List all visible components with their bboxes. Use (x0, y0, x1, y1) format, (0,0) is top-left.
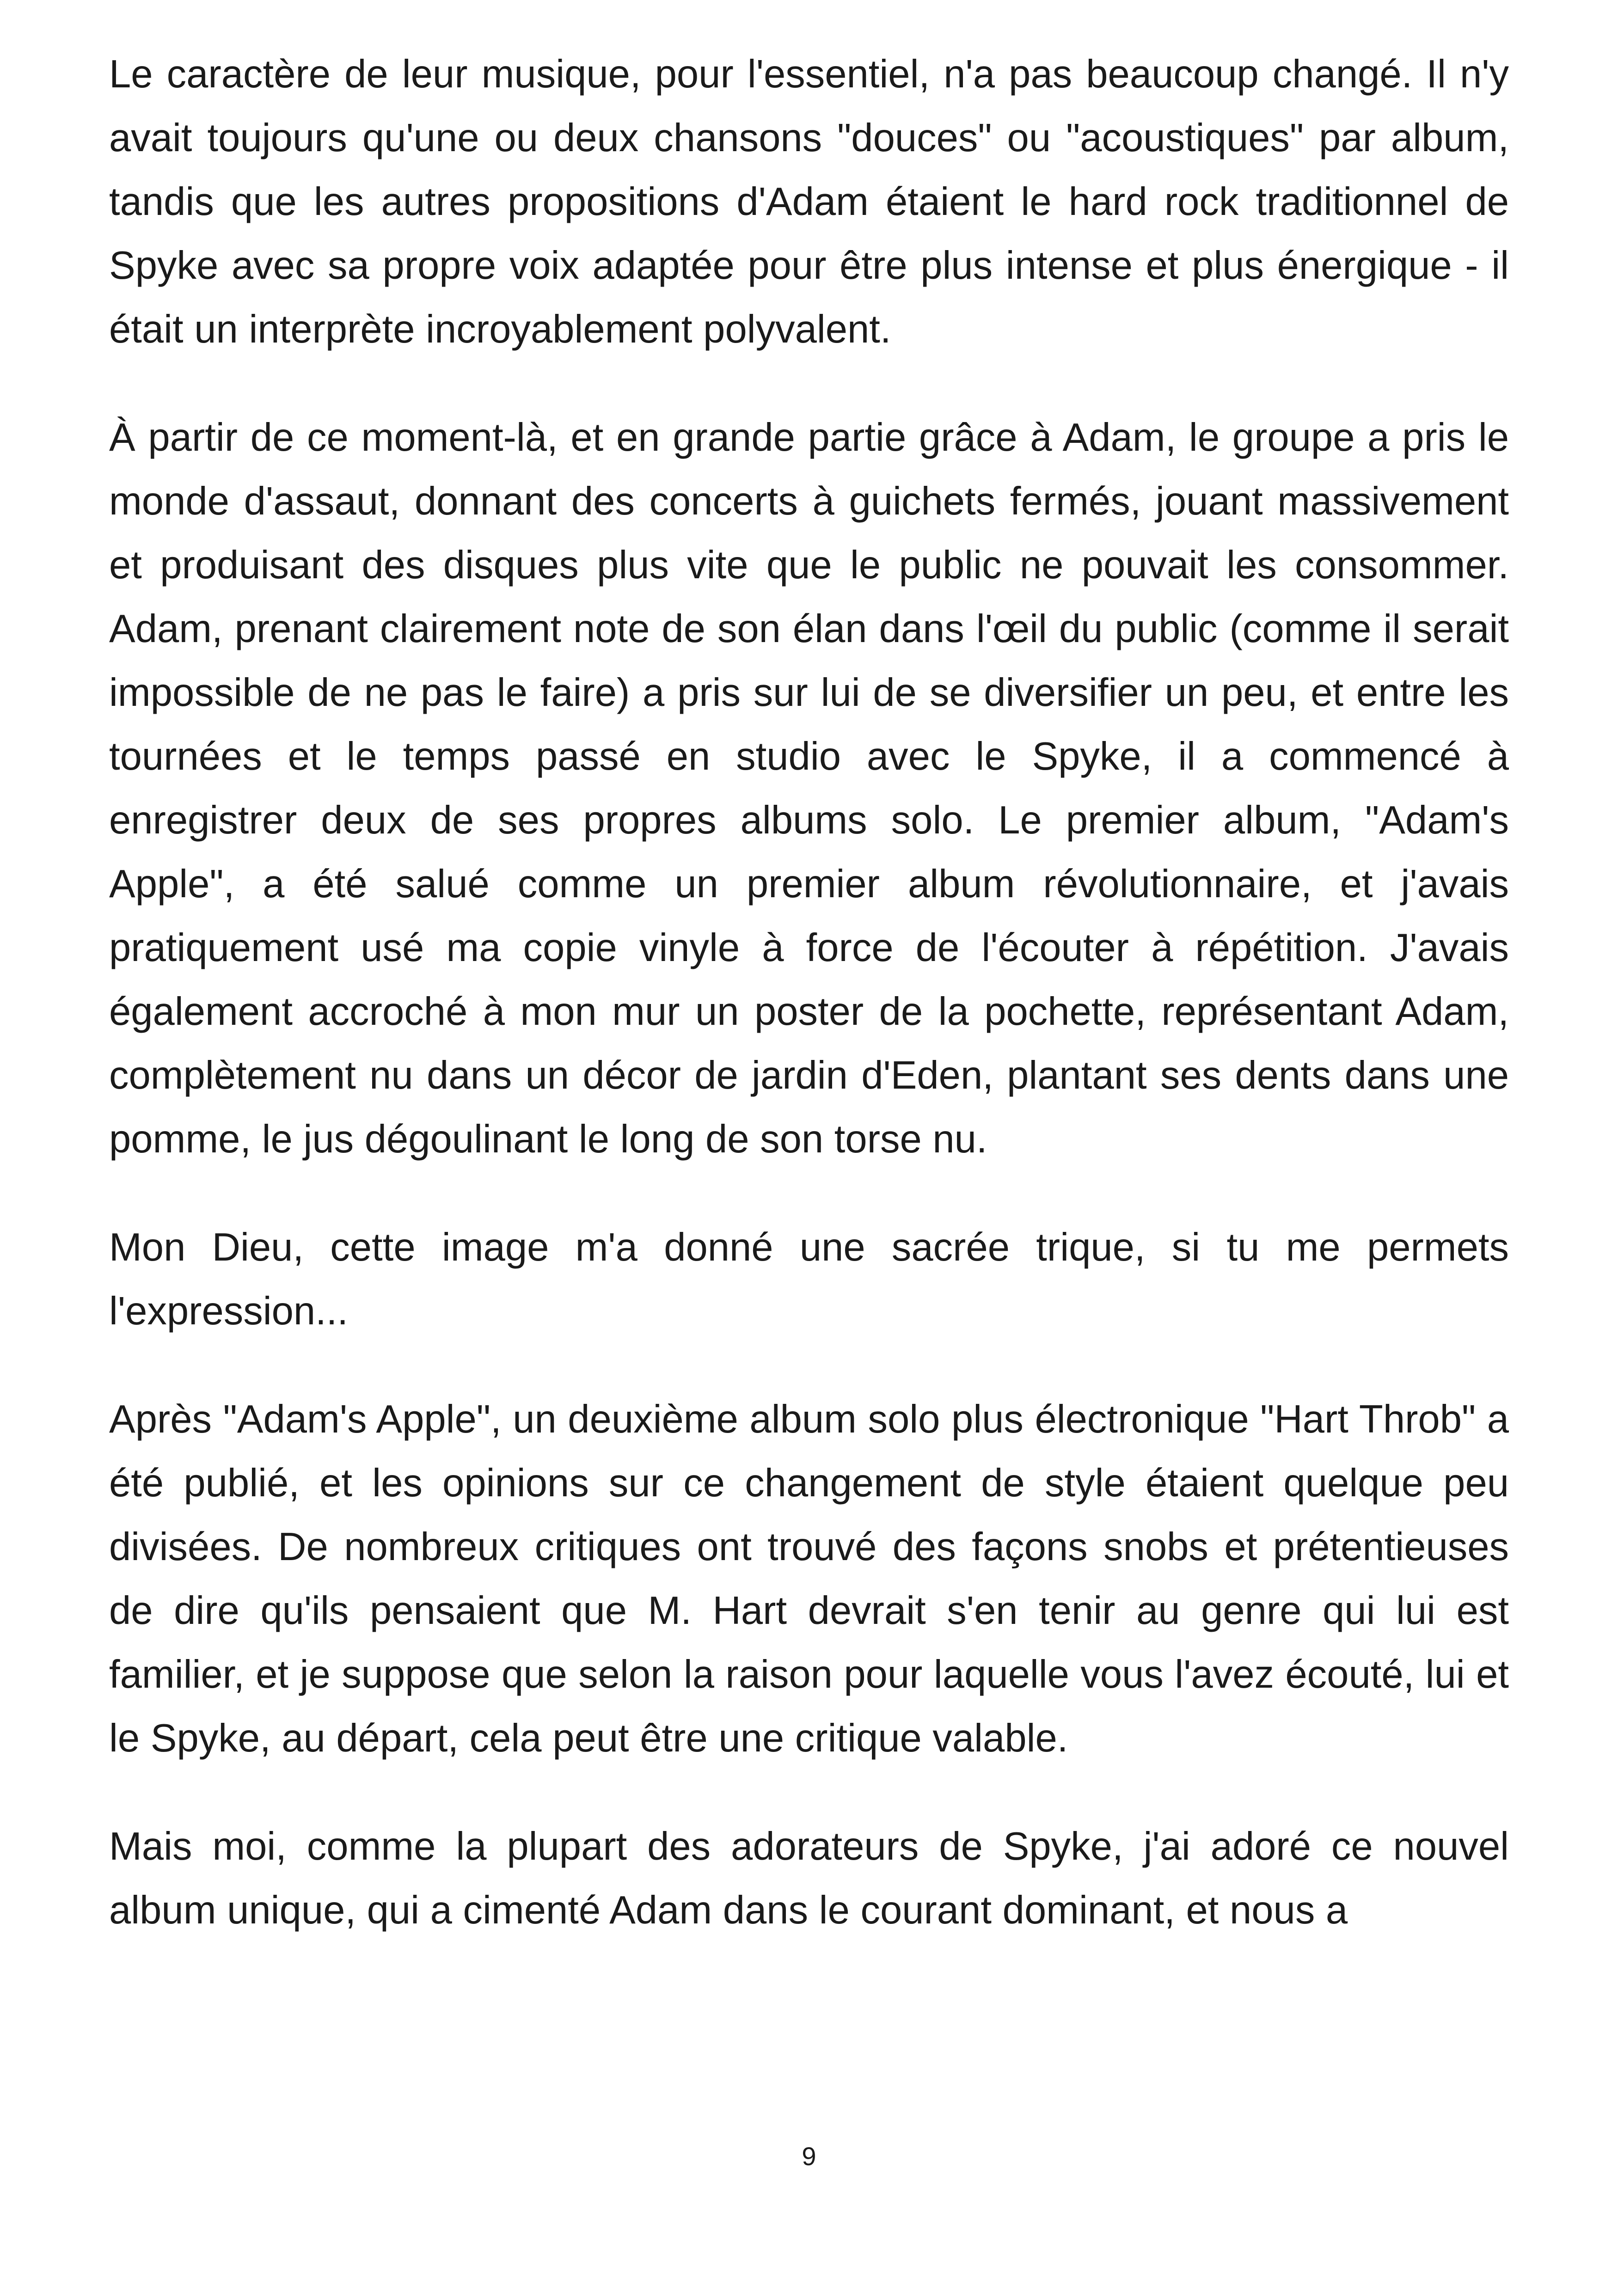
paragraph: Après "Adam's Apple", un deuxième album solo plus électronique "Hart Throb" a été publié, et les opinions sur ce changement de style étaient quelque peu divisées. De nombreux critiques ont trouvé des façons snobs et prétentieuses de dire qu'ils pensaient que M. Hart devrait s'en tenir au genre qui lui est familier, et je suppose que selon la raison pour laquelle vous l'avez écouté, lui et le Spyke, au départ, cela peut être une critique valable. (109, 1397, 1509, 1760)
paragraph: À partir de ce moment-là, et en grande partie grâce à Adam, le groupe a pris le monde d'assaut, donnant des concerts à guichets fermés, jouant massivement et produisant des disques plus vite que le public ne pouvait les consommer. Adam, prenant clairement note de son élan dans l'œil du public (comme il serait impossible de ne pas le faire) a pris sur lui de se diversifier un peu, et entre les tournées et le temps passé en studio avec le Spyke, il a commencé à enregistrer deux de ses propres albums solo. Le premier album, "Adam's Apple", a été salué comme un premier album révolutionnaire, et j'avais pratiquement usé ma copie vinyle à force de l'écouter à répétition. J'avais également accroché à mon mur un poster de la pochette, représentant Adam, complètement nu dans un décor de jardin d'Eden, plantant ses dents dans une pomme, le jus dégoulinant le long de son torse nu. (109, 416, 1509, 1161)
body-text (109, 43, 1509, 1987)
paragraph: Le caractère de leur musique, pour l'essentiel, n'a pas beaucoup changé. Il n'y avait toujours qu'une ou deux chansons "douces" ou "acoustiques" par album, tandis que les autres propositions d'Adam étaient le hard rock traditionnel de Spyke avec sa propre voix adaptée pour être plus intense et plus énergique - il était un interprète incroyablement polyvalent. (109, 52, 1509, 351)
paragraph: Mais moi, comme la plupart des adorateurs de Spyke, j'ai adoré ce nouvel album unique, qui a cimenté Adam dans le courant dominant, et nous a (109, 1825, 1509, 1932)
paragraph: Mon Dieu, cette image m'a donné une sacrée trique, si tu me permets l'expression... (109, 1225, 1509, 1333)
page-number: 9 (802, 2142, 816, 2171)
